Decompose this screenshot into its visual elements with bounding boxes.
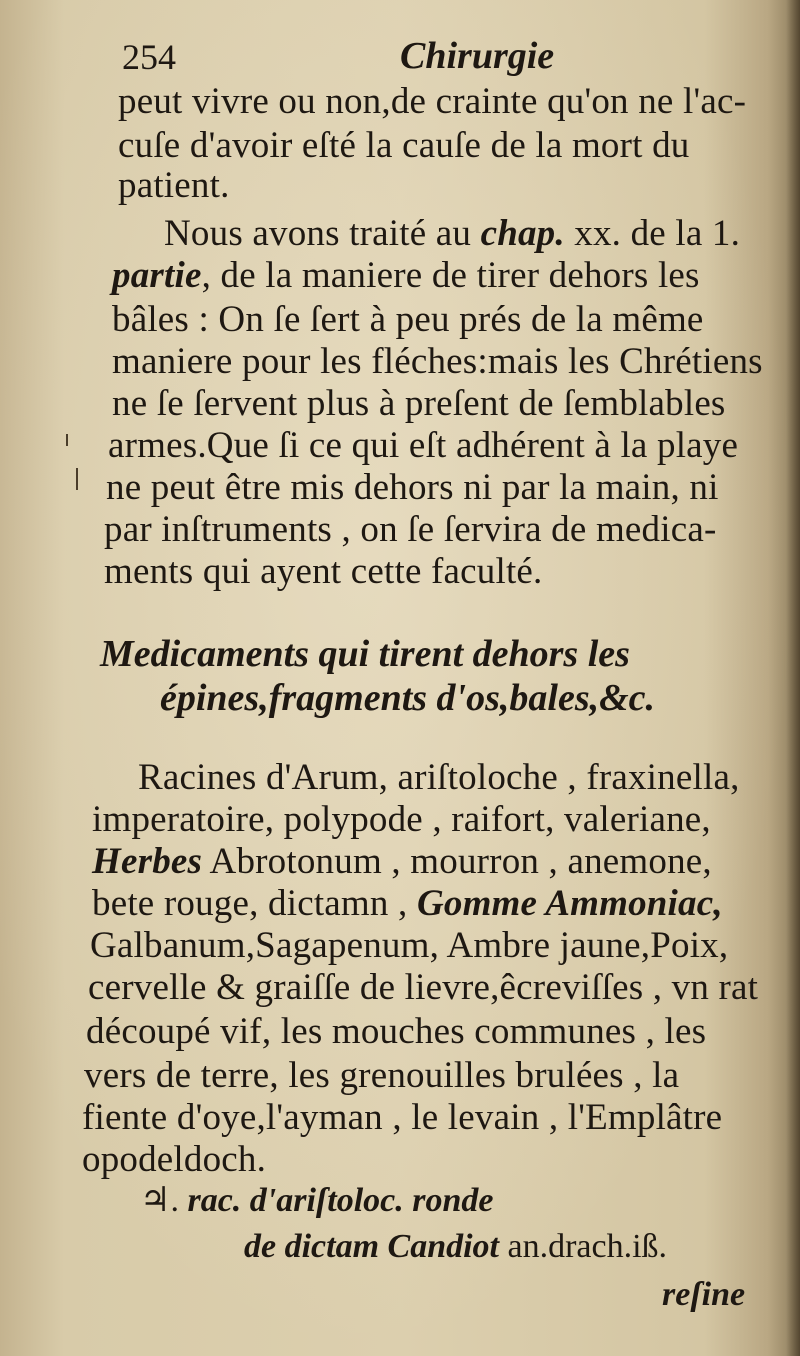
recipe-ingredient: de dictam Candiot (244, 1228, 499, 1265)
recipe-ingredient: rac. d'ariſtoloc. ronde (187, 1182, 494, 1219)
section-heading-line: Medicaments qui tirent dehors les (100, 633, 630, 675)
chapter-reference: chap. (480, 213, 565, 254)
text-segment: Nous avons traité au (164, 213, 481, 254)
text-segment: , de la maniere de tirer dehors les (201, 255, 700, 296)
text-line: fiente d'oye,l'ayman , le levain , l'Emplâtre (82, 1097, 723, 1138)
herbs-label: Herbes (92, 841, 203, 882)
margin-mark (76, 468, 78, 490)
text-line: découpé vif, les mouches communes , les (86, 1011, 707, 1052)
text-segment: Abrotonum , mourron , anemone, (202, 841, 712, 882)
page-edge-shadow (786, 0, 800, 1356)
text-segment: xx. de la 1. (564, 213, 741, 254)
text-line: cuſe d'avoir eſté la cauſe de la mort du (118, 125, 690, 166)
gum-label: Gomme Ammoniac, (416, 883, 723, 924)
text-line: par inſtruments , on ſe ſervira de medica- (104, 509, 717, 550)
recipe-dose: an.drach.iß. (499, 1228, 668, 1265)
text-line: bâles : On ſe ſert à peu prés de la même (112, 299, 704, 340)
text-line: patient. (118, 165, 230, 206)
text-line: maniere pour les fléches:mais les Chrétiens (112, 341, 763, 382)
text-line: armes.Que ſi ce qui eſt adhérent à la playe (108, 425, 739, 466)
text-line: Galbanum,Sagapenum, Ambre jaune,Poix, (90, 925, 729, 966)
page-number: 254 (122, 37, 176, 77)
text-line (92, 882, 723, 925)
text-line: vers de terre, les grenouilles brulées , la (84, 1055, 680, 1096)
text-line: opodeldoch. (82, 1139, 267, 1180)
text-line: ments qui ayent cette faculté. (104, 551, 543, 592)
running-title: Chirurgie (400, 35, 555, 77)
catchword: reſine (662, 1276, 746, 1313)
text-line: peut vivre ou non,de crainte qu'on ne l'ac- (118, 81, 747, 122)
recipe-line (140, 1180, 493, 1220)
part-reference: partie (112, 255, 202, 296)
recipe-line (244, 1228, 667, 1266)
text-line (112, 254, 700, 297)
text-line (164, 212, 740, 255)
text-line: ne ſe ſervent plus à preſent de ſemblables (112, 383, 726, 424)
text-line: Racines d'Arum, ariſtoloche , fraxinella, (138, 757, 740, 798)
recipe-symbol: ♃. (140, 1182, 179, 1219)
text-line: ne peut être mis dehors ni par la main, ni (106, 467, 719, 508)
text-line (92, 840, 712, 883)
section-heading-line: épines,fragments d'os,bales,&c. (160, 677, 656, 719)
text-segment: bete rouge, dictamn , (92, 883, 417, 924)
margin-mark (66, 434, 68, 446)
text-line: imperatoire, polypode , raifort, valeriane, (92, 799, 711, 840)
text-line: cervelle & graiſſe de lievre,êcreviſſes , vn rat (88, 967, 759, 1008)
